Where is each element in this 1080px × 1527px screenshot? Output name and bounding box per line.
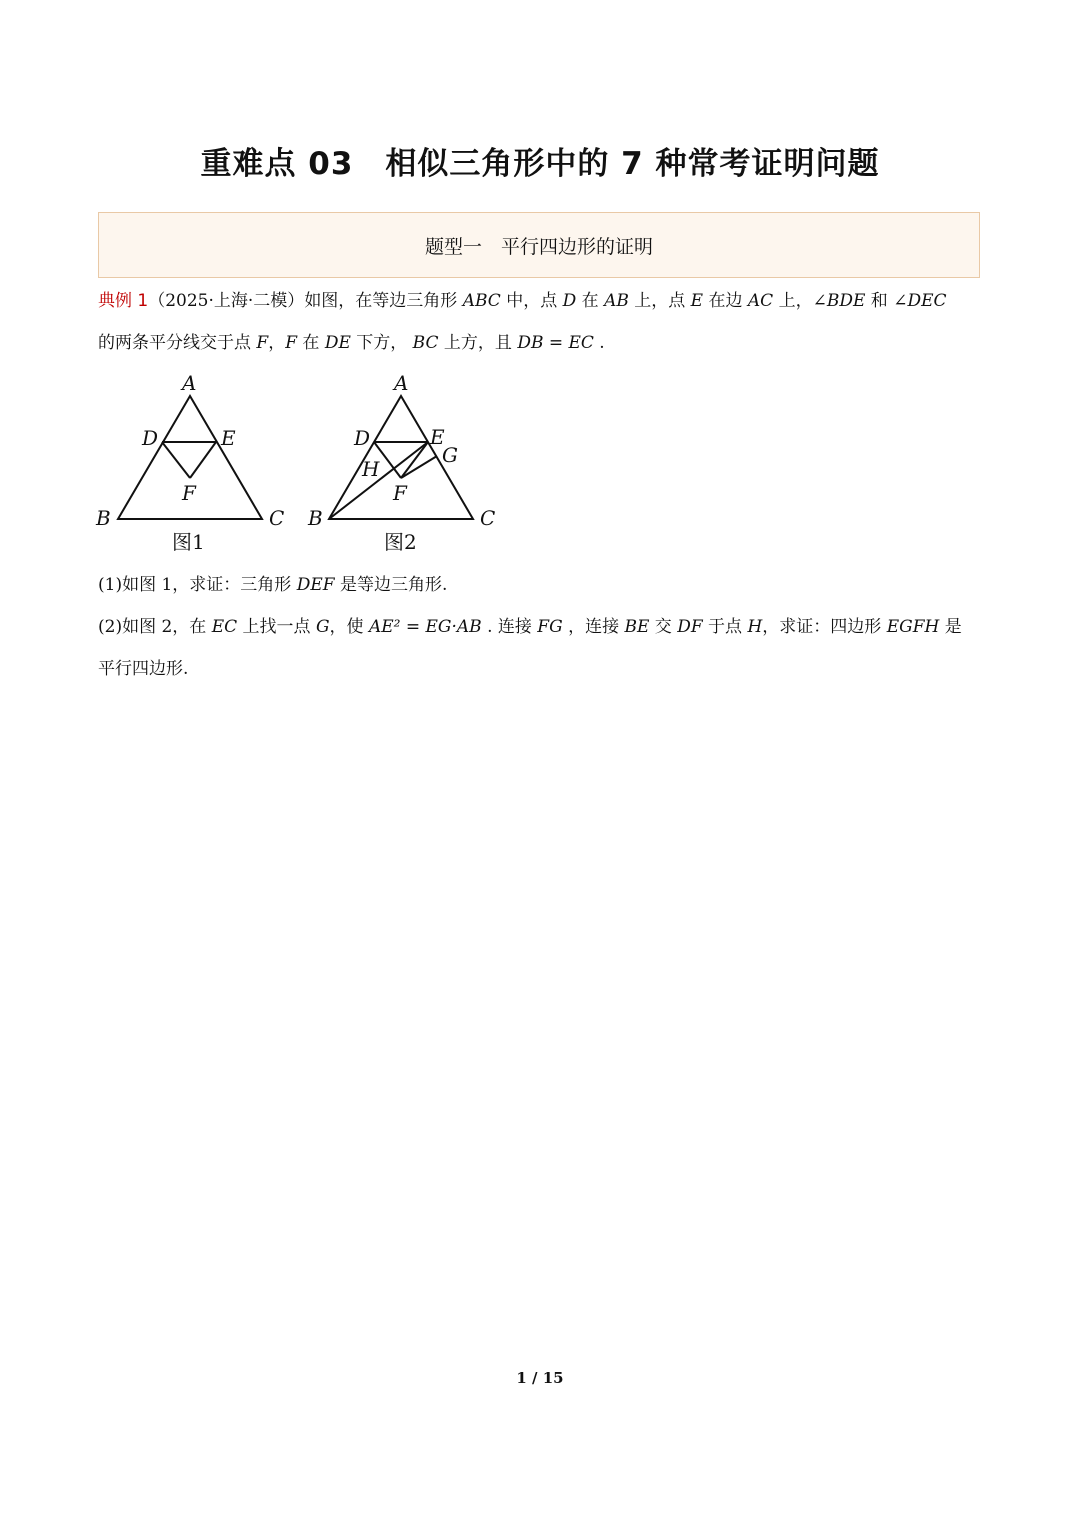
example-tag: 典例 1 bbox=[98, 291, 149, 311]
fig2-label-d: D bbox=[354, 426, 371, 450]
page-number: 1 / 15 bbox=[516, 1369, 564, 1387]
fig2-label-c: C bbox=[480, 506, 496, 530]
fig1-label-a: A bbox=[182, 371, 197, 395]
question-2-line-2: 平行四边形. bbox=[98, 659, 189, 679]
section-title: 题型一 平行四边形的证明 bbox=[424, 235, 653, 258]
fig1-segment-df bbox=[162, 442, 190, 478]
fig1-label-b: B bbox=[96, 506, 111, 530]
fig2-label-f: F bbox=[393, 481, 407, 505]
fig2-label-b: B bbox=[308, 506, 323, 530]
fig2-label-g: G bbox=[442, 443, 458, 467]
fig1-label-e: E bbox=[221, 426, 236, 450]
geometry-figures bbox=[90, 366, 510, 562]
section-header-box bbox=[98, 212, 980, 278]
fig1-label-d: D bbox=[142, 426, 159, 450]
example-line-2: 的两条平分线交于点 F，F 在 DE 下方， BC 上方，且 DB = EC . bbox=[98, 333, 605, 353]
fig1-label-f: F bbox=[182, 481, 196, 505]
question-2-line-1: (2)如图 2，在 EC 上找一点 G，使 AE² = EG·AB . 连接 FG ，连接 BE 交 DF 于点 H，求证：四边形 EGFH 是 bbox=[98, 617, 962, 637]
fig1-segment-ef bbox=[190, 442, 216, 478]
fig2-label-h: H bbox=[362, 457, 380, 481]
fig2-label-a: A bbox=[394, 371, 409, 395]
question-1: (1)如图 1，求证：三角形 DEF 是等边三角形. bbox=[98, 575, 448, 595]
page-title: 重难点 03 相似三角形中的 7 种常考证明问题 bbox=[200, 146, 880, 182]
example-line-1: 典例 1（2025·上海·二模）如图，在等边三角形 ABC 中，点 D 在 AB 上，点 E 在边 AC 上，∠BDE 和 ∠DEC bbox=[98, 291, 947, 311]
fig2-caption: 图2 bbox=[384, 530, 417, 554]
fig2-label-e: E bbox=[430, 425, 445, 449]
fig1-caption: 图1 bbox=[172, 530, 205, 554]
fig1-label-c: C bbox=[269, 506, 285, 530]
example-source: （2025·上海·二模） bbox=[148, 291, 305, 311]
